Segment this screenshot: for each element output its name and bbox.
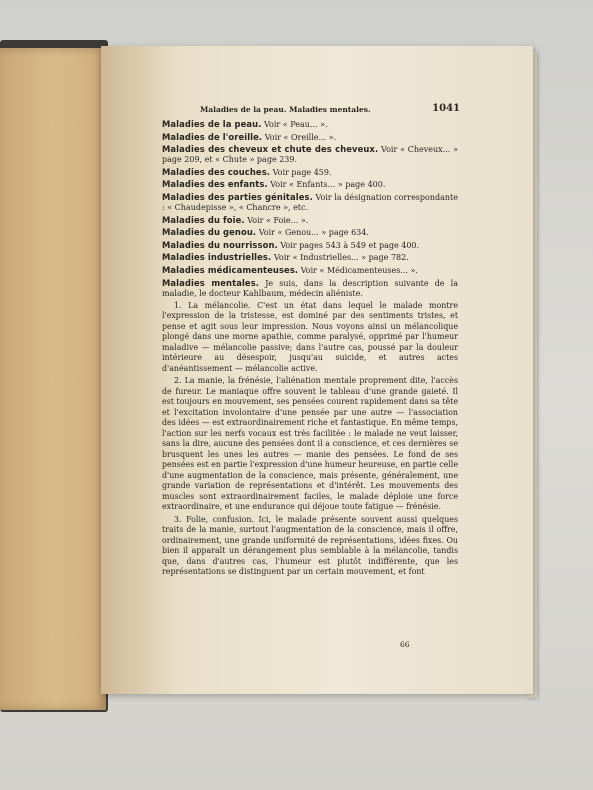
dictionary-entry <box>162 119 458 130</box>
entry-text: Voir « Foie... ». <box>244 215 309 225</box>
entry-term: Maladies du nourrisson. <box>162 239 278 250</box>
page-header <box>162 103 458 119</box>
dictionary-entry <box>162 144 458 165</box>
body-paragraph: 3. Folie, confusion. Ici, le malade présente souvent aussi quelques traits de la manie, surtout l'augmentation de la conscience, mais il offre, ordinairement, une grande uniformité de représentations, idées fixes. Ou bien il apparaît un dérangement plus semblable à la mélancolie, tandis que, dans d'autres cas, l'humeur est plutôt indifférente, que les représentations se distinguent par un certain mouvement, et font <box>162 514 458 577</box>
entry-term: Maladies industrielles. <box>162 252 272 263</box>
entry-text: Voir « Oreille... ». <box>262 132 337 142</box>
entry-text: Voir « Médicamenteuses... ». <box>298 265 418 275</box>
dictionary-entry <box>162 252 458 263</box>
dictionary-entry <box>162 278 458 299</box>
page-number: 1041 <box>432 103 460 114</box>
left-page <box>0 48 106 710</box>
entry-text: Voir « Genou... » page 634. <box>256 228 369 238</box>
dictionary-entry <box>162 192 458 213</box>
entry-text: Voir « Industrielles... » page 782. <box>271 253 409 263</box>
entry-text: Voir « Enfants... » page 400. <box>267 180 386 190</box>
entry-text: Voir page 459. <box>270 167 332 177</box>
entry-term: Maladies du genou. <box>162 227 257 238</box>
body-paragraph: 1. La mélancolie. C'est un état dans lequel le malade montre l'expression de la tristesse, est dominé par des sentiments tristes, et pense et agit sous leur impression. Nous voyons ainsi un mélancolique plongé dans une morne apathie, comme paralysé, opprimé par l'humeur maladive — mélancolie passive; dans l'autre cas, poussé par la douleur intérieure au désespoir, jusqu'au suicide, et autres actes d'anéantissement — mélancolie active. <box>162 300 458 373</box>
entry-term: Maladies médicamenteuses. <box>162 264 299 275</box>
entry-term: Maladies du foie. <box>162 214 245 225</box>
body-paragraphs <box>162 301 458 578</box>
entry-text: Je suis, dans la description suivante de la maladie, le docteur Kahlbaum, médecin aliéniste. <box>162 278 458 298</box>
entry-term: Maladies de l'oreille. <box>162 131 263 142</box>
entry-text: Voir « Peau... ». <box>261 120 328 129</box>
page-text-block <box>162 103 458 578</box>
entry-text: Voir la désignation correspondante : « Chaudepisse », « Chancre », etc. <box>162 192 458 212</box>
entry-term: Maladies des cheveux et chute des cheveux. <box>162 144 379 155</box>
entry-text: Voir « Cheveux... » page 209, et « Chute » page 239. <box>162 145 458 165</box>
dictionary-entry <box>162 179 458 190</box>
entry-term: Maladies mentales. <box>162 277 260 288</box>
entry-term: Maladies des couches. <box>162 166 271 177</box>
dictionary-entry <box>162 215 458 226</box>
body-paragraph: 2. La manie, la frénésie, l'aliénation mentale proprement dite, l'accès de fureur. Le maniaque offre souvent le tableau d'une grande gaieté. Il est toujours en mouvement, ses pensées courent rapidement dans sa tête et l'excitation involontaire d'une pensée par une autre — l'association des idées — est extraordinairement riche et fantastique. En même temps, l'action sur les nerfs vocaux est très facilitée : le malade ne veut laisser, sans la dire, aucune des pensées dont il a conscience, et ces dernières se brusquent les unes les autres — manie des pensées. Le fond de ses pensées est en partie l'expression d'une humeur heureuse, en partie celle d'une augmentation de la conscience, mais présente, généralement, une grande variation de représentations et d'intérêt. Les mouvements des muscles sont extraordinairement faciles, le malade déploie une force extraordinaire, et une endurance qui déjoue toute fatigue — frénésie. <box>162 376 458 512</box>
entry-list <box>162 119 458 299</box>
dictionary-entry <box>162 167 458 178</box>
dictionary-entry <box>162 240 458 251</box>
running-title: Maladies de la peau. Maladies mentales. <box>200 105 371 114</box>
dictionary-entry <box>162 265 458 276</box>
entry-term: Maladies des enfants. <box>162 179 268 190</box>
dictionary-entry <box>162 227 458 238</box>
entry-term: Maladies des parties génitales. <box>162 191 313 202</box>
entry-text: Voir pages 543 à 549 et page 400. <box>277 240 420 250</box>
dictionary-entry <box>162 132 458 143</box>
entry-term: Maladies de la peau. <box>162 119 262 129</box>
signature-mark: 66 <box>400 640 410 649</box>
